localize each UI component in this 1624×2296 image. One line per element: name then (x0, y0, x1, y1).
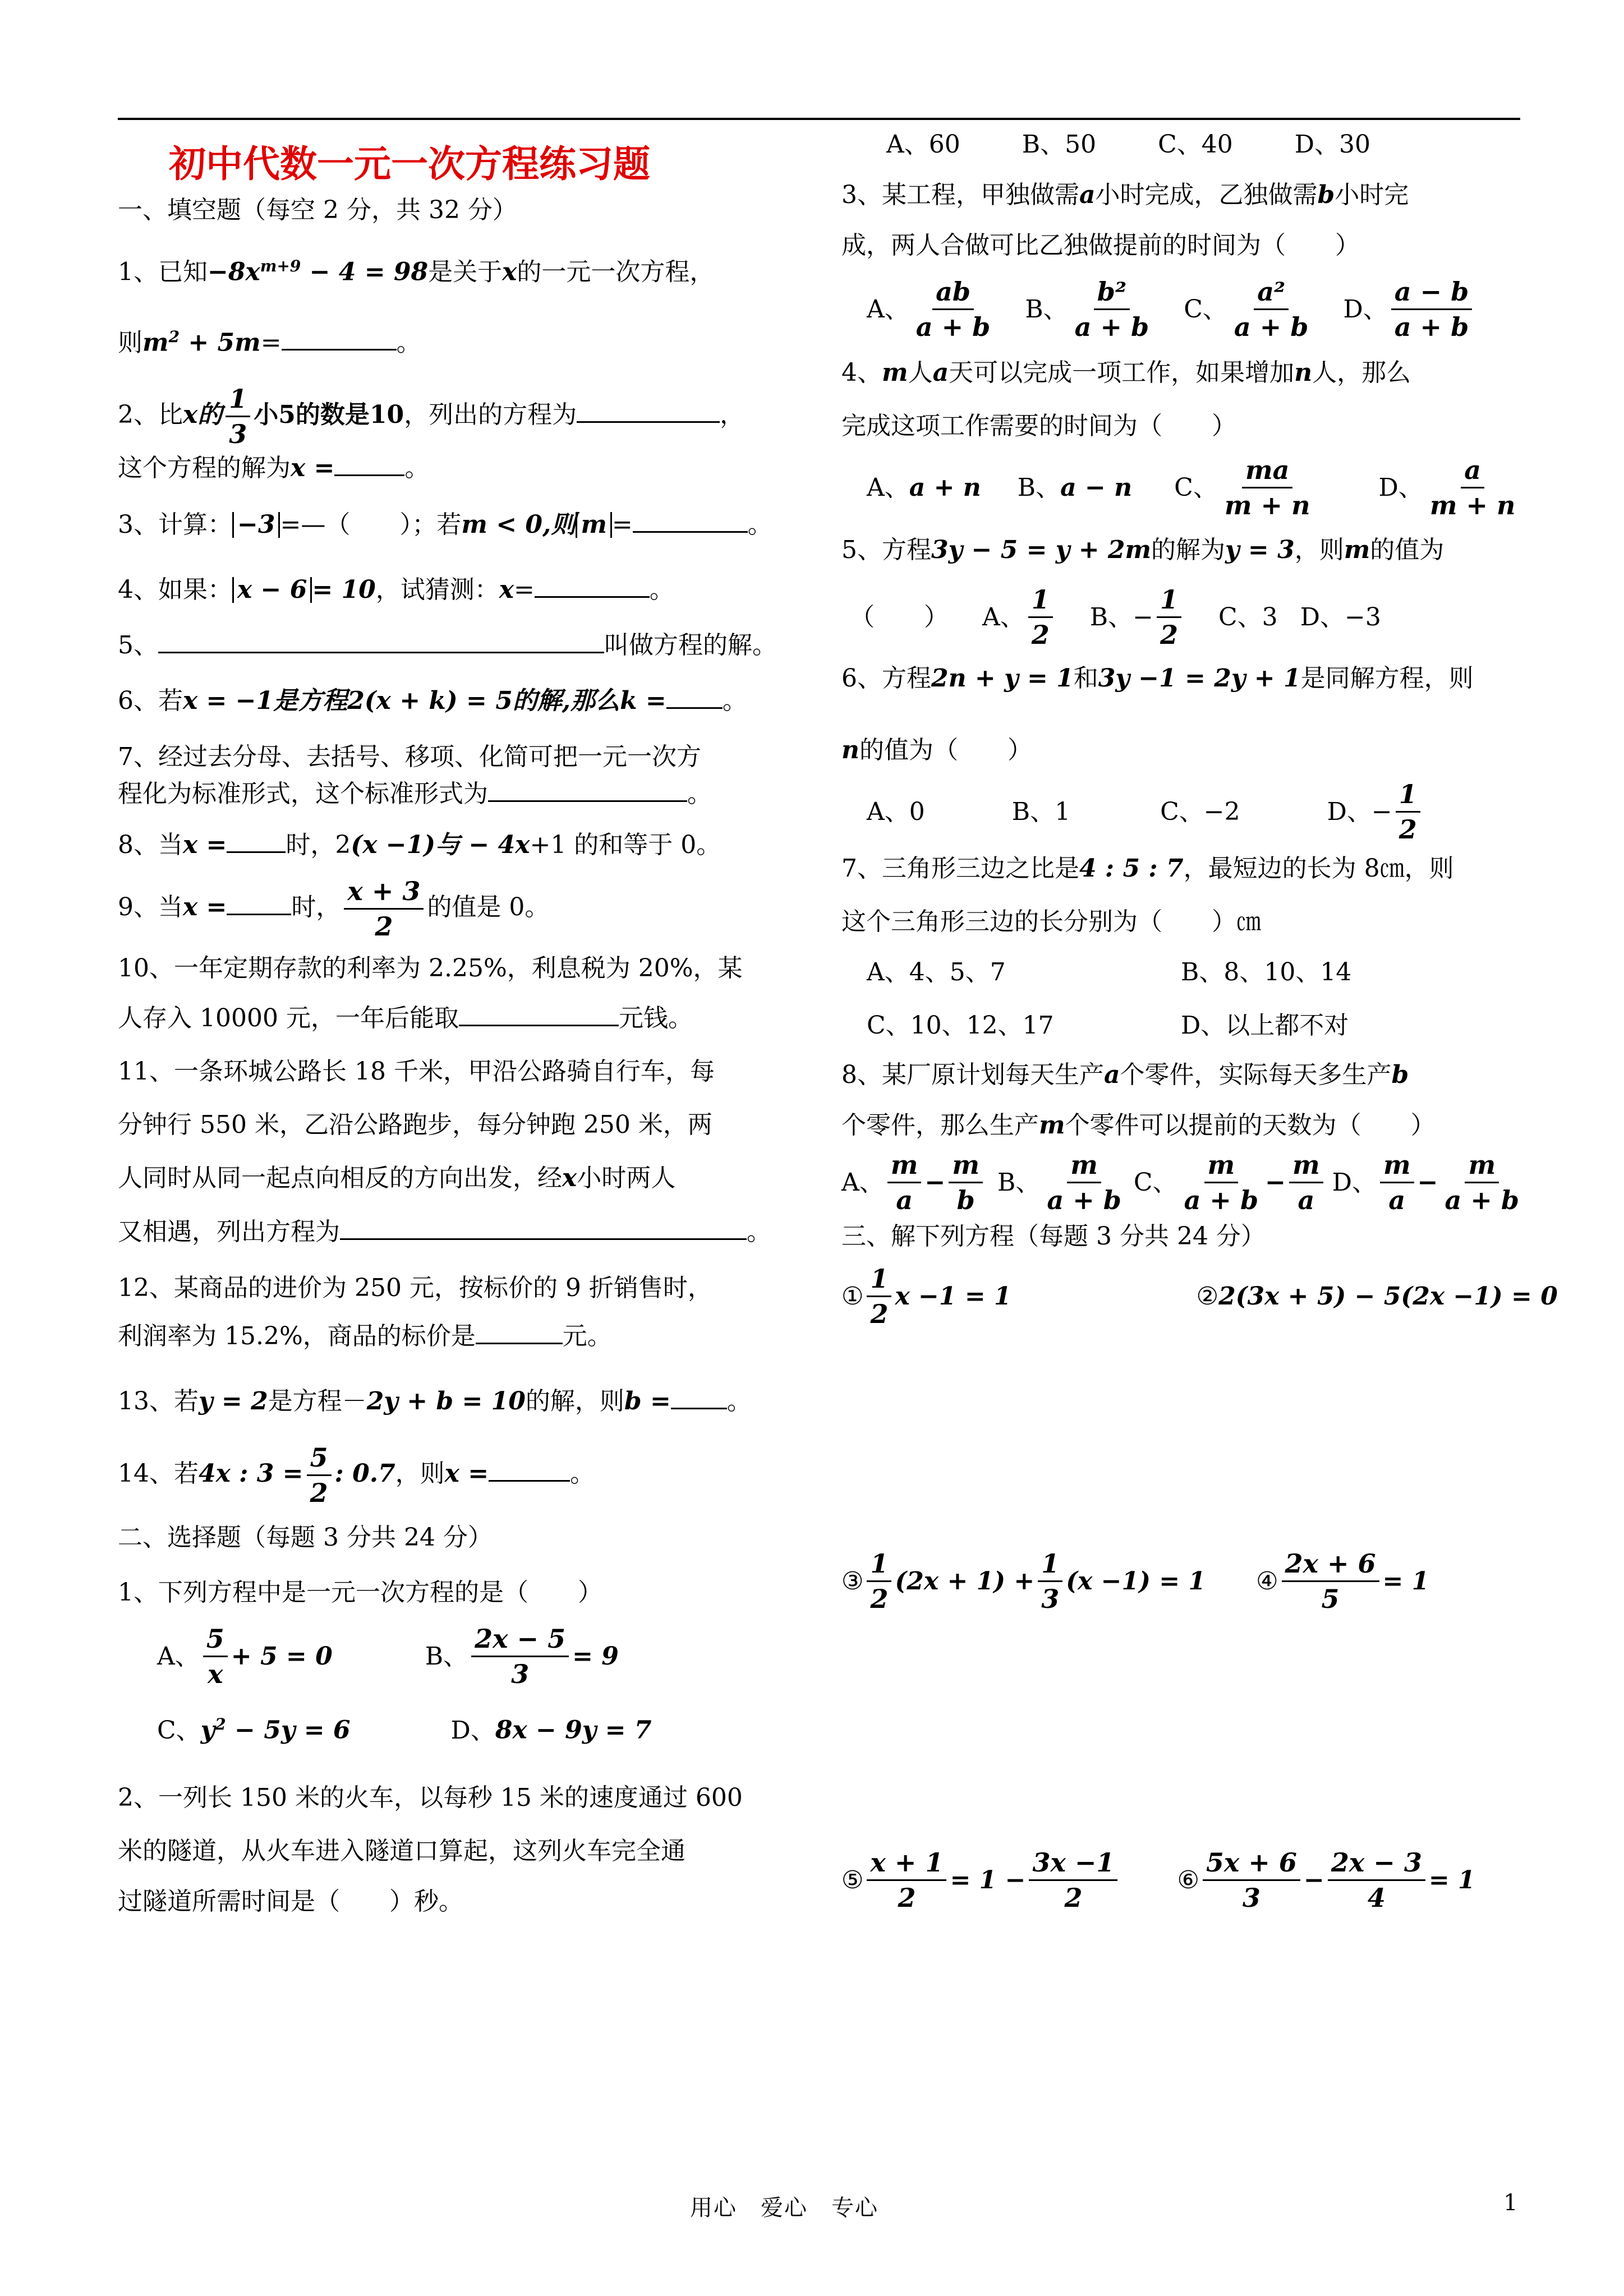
fraction: $\frac{5x + 6}{3}$ (1203, 1846, 1300, 1915)
choice-7-options-ab: A、4、5、7 B、8、10、14 (867, 958, 1352, 986)
answer-blank[interactable] (158, 628, 604, 653)
choice-4-options: A、 a + n B、 a − n C、 $\frac{ma}{m + n}$ D、 $\frac{a}{m + n}$ (841, 453, 1520, 522)
q11-line4: 又相遇，列出方程为 。 (118, 1215, 805, 1249)
answer-blank[interactable] (489, 1456, 570, 1482)
choice-2-line3: 过隧道所需时间是（ ）秒。 (118, 1887, 463, 1916)
choice-6-options: A、0 B、1 C、−2 D、− $\frac{1}{2}$ (841, 777, 1520, 846)
fraction: $\frac{1}{2}$ (867, 1547, 891, 1616)
fraction: $\frac{m}{a}$ (1289, 1148, 1323, 1217)
q11-line3: 人同时从同一起点向相反的方向出发，经x小时两人 (118, 1164, 676, 1193)
choice-5-options: （ ） A、 $\frac{1}{2}$ B、− $\frac{1}{2}$ C、3 D、−3 (841, 583, 1520, 652)
choice-7-line1: 7、三角形三边之比是4 : 5 : 7，最短边的长为 8㎝，则 (841, 854, 1454, 883)
choice-8-line1: 8、某厂原计划每天生产a个零件，实际每天多生产b (841, 1061, 1409, 1089)
fraction: $\frac{1}{2}$ (1396, 777, 1420, 846)
left-column (118, 123, 805, 1919)
fraction: $\frac{m}{a}$ (1380, 1148, 1414, 1217)
fraction: $\frac{a - b}{a + b}$ (1391, 275, 1473, 344)
fraction: $\frac{x + 3}{2}$ (344, 874, 424, 943)
q13-line: 13、若y = 2是方程－2y + b = 10的解，则b = 。 (118, 1384, 805, 1418)
answer-blank[interactable] (666, 684, 723, 709)
q14-line: 14、若4x : 3 = $\frac{5}{2}$ : 0.7，则x = 。 (118, 1441, 805, 1510)
q7-line1: 7、经过去分母、去括号、移项、化简可把一元一次方 (118, 743, 701, 772)
choice-8-options: A、 $\frac{m}{a}$ − $\frac{m}{b}$ B、 $\frac{m}{a + b}$ C、 $\frac{m}{a + b}$ − $\frac{m}{a}$ D、 $\frac{m}{a}$ − $\frac{m}{a + b}$ (841, 1148, 1520, 1217)
fraction: $\frac{ma}{m + n}$ (1221, 453, 1314, 522)
right-column (841, 128, 1558, 1915)
fraction: $\frac{2x + 6}{5}$ (1282, 1547, 1379, 1616)
fraction: $\frac{1}{2}$ (1028, 583, 1053, 652)
fraction: $\frac{\text{a²}}{a + b}$ (1231, 275, 1312, 344)
choice-2-options: A、60 B、50 C、40 D、30 (886, 130, 1371, 159)
answer-blank[interactable] (282, 325, 397, 351)
q11-line1: 11、一条环城公路长 18 千米，甲沿公路骑自行车，每 (118, 1057, 715, 1086)
q2-line1: 2、比x的 $\frac{1}{3}$ 小5的数是10，列出的方程为 ， (118, 382, 805, 451)
q9-line: 9、当x = 时， $\frac{x + 3}{2}$ 的值是 0。 (118, 874, 805, 943)
footer-motto: 用心 爱心 专心 (690, 2195, 878, 2221)
answer-blank[interactable] (459, 1001, 619, 1026)
choice-3-line1: 3、某工程，甲独做需a小时完成，乙独做需b小时完 (841, 181, 1409, 209)
q8-line: 8、当x = 时，2(x −1)与 − 4x+1 的和等于 0。 (118, 828, 805, 862)
section-2-heading: 二、选择题（每题 3 分共 24 分） (118, 1523, 493, 1552)
q10-line1: 10、一年定期存款的利率为 2.25%，利息税为 20%，某 (118, 954, 743, 983)
choice-6-line1: 6、方程2n + y = 1和3y −1 = 2y + 1是同解方程，则 (841, 664, 1474, 693)
q3-line: 3、计算： −3 =—（ ）；若m < 0,则 m = 。 (118, 508, 805, 542)
choice-2-line2: 米的隧道，从火车进入隧道口算起，这列火车完全通 (118, 1836, 686, 1865)
choice-2-line1: 2、一列长 150 米的火车，以每秒 15 米的速度通过 600 (118, 1783, 743, 1812)
answer-blank[interactable] (227, 890, 291, 915)
fraction: $\frac{m}{a + b}$ (1043, 1148, 1125, 1217)
choice-8-line2: 个零件，那么生产m个零件可以提前的天数为（ ） (841, 1111, 1436, 1140)
choice-1-options-cd: C、$y^2 - 5y = 6$ D、8x − 9y = 7 (157, 1715, 652, 1745)
fraction: $\frac{3x -1}{2}$ (1029, 1846, 1117, 1915)
q10-line2: 人存入 10000 元，一年后能取 元钱。 (118, 1001, 805, 1035)
choice-3-line2: 成，两人合做可比乙独做提前的时间为（ ） (841, 231, 1360, 260)
section-1-heading: 一、填空题（每空 2 分，共 32 分） (118, 196, 517, 224)
answer-blank[interactable] (488, 777, 687, 802)
header-rule (118, 118, 1520, 120)
choice-7-line2: 这个三角形三边的长分别为（ ）㎝ (841, 907, 1261, 936)
fraction: $\frac{1}{2}$ (1157, 583, 1181, 652)
q11-line2: 分钟行 550 米，乙沿公路跑步，每分钟跑 250 米，两 (118, 1110, 712, 1140)
choice-6-line2: n的值为（ ） (841, 736, 1032, 764)
fraction: $\frac{m}{a + b}$ (1181, 1148, 1262, 1217)
fraction: $\frac{m}{b}$ (949, 1148, 983, 1217)
fraction: $\frac{2x - 3}{4}$ (1328, 1846, 1425, 1915)
choice-4-line1: 4、m人a天可以完成一项工作，如果增加n人，那么 (841, 358, 1411, 387)
choice-5-line1: 5、方程3y − 5 = y + 2m的解为y = 3，则m的值为 (841, 536, 1444, 564)
fraction: $\frac{\text{b²}}{a + b}$ (1071, 275, 1153, 344)
q12-line2: 利润率为 15.2%，商品的标价是 元。 (118, 1319, 805, 1353)
answer-blank[interactable] (535, 573, 650, 598)
q12-line1: 12、某商品的进价为 250 元，按标价的 9 折销售时， (118, 1274, 712, 1303)
choice-3-options: A、 $\frac{ab}{a + b}$ B、 $\frac{\text{b²}}{a + b}$ C、 $\frac{\text{a²}}{a + b}$ D、 $\frac{a - b}{a + b}$ (841, 275, 1520, 344)
q7-line2: 程化为标准形式，这个标准形式为 。 (118, 777, 805, 811)
fraction: $\frac{a}{m + n}$ (1427, 453, 1519, 522)
answer-blank[interactable] (633, 508, 748, 533)
section-3-heading: 三、解下列方程（每题 3 分共 24 分） (841, 1222, 1266, 1251)
answer-blank[interactable] (340, 1215, 747, 1240)
equations-row-1: ① $\frac{1}{2}$ x −1 = 1 ② 2(3x + 5) − 5(2x −1) = 0 (841, 1262, 1520, 1331)
choice-1-question: 1、下列方程中是一元一次方程的是（ ） (118, 1578, 602, 1607)
fraction: $\frac{ab}{a + b}$ (913, 275, 994, 344)
choice-7-options-cd: C、10、12、17 D、以上都不对 (867, 1011, 1349, 1040)
page-title: 初中代数一元一次方程练习题 (169, 142, 650, 186)
q1-line2: 则$m^2 + 5m=$ 。 (118, 320, 805, 360)
answer-blank[interactable] (577, 398, 720, 423)
equations-row-3: ⑤ $\frac{x + 1}{2}$ = 1 − $\frac{3x -1}{2}$ ⑥ $\frac{5x + 6}{3}$ − $\frac{2x - 3}{4}$ = 1 (841, 1846, 1520, 1915)
answer-blank[interactable] (227, 828, 286, 853)
choice-1-options-ab: A、 $\frac{5}{x}$ + 5 = 0 B、 $\frac{2x - 5}{3}$ = 9 (118, 1622, 805, 1691)
fraction: $\frac{5}{2}$ (307, 1441, 332, 1510)
q1-line1: 1、已知$-8x^{m+9} - 4 = 98$是关于x的一元一次方程， (118, 257, 715, 287)
fraction: $\frac{x + 1}{2}$ (867, 1846, 946, 1915)
fraction: $\frac{5}{x}$ (203, 1622, 228, 1691)
fraction: $\frac{m}{a}$ (887, 1148, 922, 1217)
choice-4-line2: 完成这项工作需要的时间为（ ） (841, 412, 1236, 440)
fraction: $\frac{m}{a + b}$ (1442, 1148, 1523, 1217)
q5-line: 5、 叫做方程的解。 (118, 628, 805, 662)
fraction: $\frac{1}{3}$ (226, 382, 250, 451)
q2-line2: 这个方程的解为x = 。 (118, 451, 805, 485)
fraction: $\frac{1}{2}$ (867, 1262, 891, 1331)
fraction: $\frac{2x - 5}{3}$ (471, 1622, 569, 1691)
answer-blank[interactable] (334, 451, 404, 476)
answer-blank[interactable] (476, 1319, 563, 1344)
page-number: 1 (1503, 2190, 1518, 2216)
equations-row-2: ③ $\frac{1}{2}$ (2x + 1) + $\frac{1}{3}$ (x −1) = 1 ④ $\frac{2x + 6}{5}$ = 1 (841, 1547, 1520, 1616)
answer-blank[interactable] (671, 1384, 727, 1409)
q6-line: 6、若x = −1是方程2(x + k) = 5的解,那么k = 。 (118, 684, 805, 718)
fraction: $\frac{1}{3}$ (1038, 1547, 1062, 1616)
q4-line: 4、如果： x − 6 = 10，试猜测：x= 。 (118, 573, 805, 607)
